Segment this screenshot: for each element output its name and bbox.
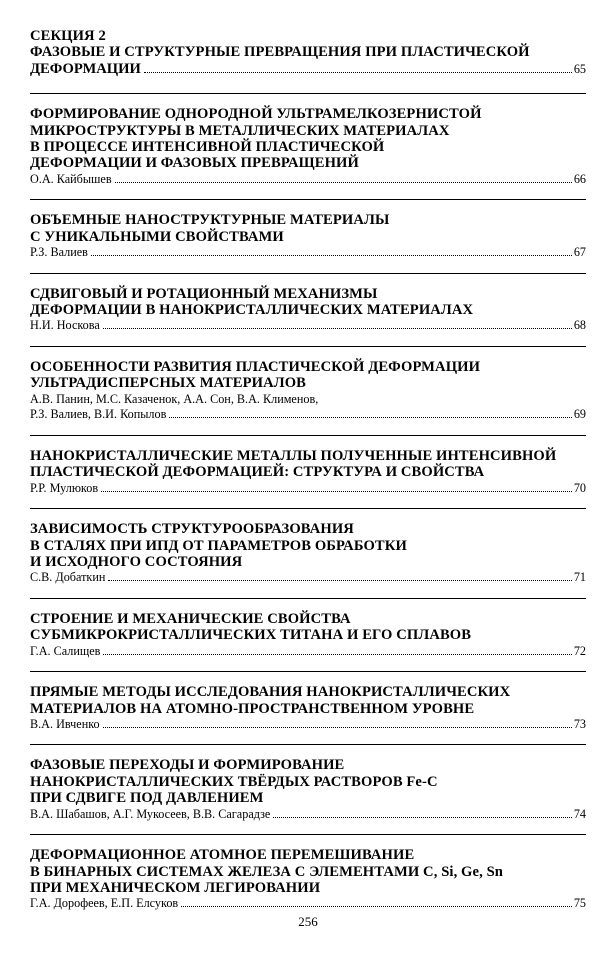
entry-authors: В.А. Шабашов, А.Г. Мукосеев, В.В. Сагарадзе — [30, 806, 271, 821]
entry-authors-row — [30, 245, 586, 261]
dot-leader — [103, 727, 572, 728]
entry-title-line: ОБЪЕМНЫЕ НАНОСТРУКТУРНЫЕ МАТЕРИАЛЫ — [30, 212, 390, 229]
page-reference: 66 — [573, 171, 586, 186]
entry-authors: Р.З. Валиев — [30, 245, 88, 260]
entry-authors-row — [30, 407, 586, 423]
entry-authors: Н.И. Носкова — [30, 318, 100, 333]
entry-title-line: МИКРОСТРУКТУРЫ В МЕТАЛЛИЧЕСКИХ МАТЕРИАЛАХ — [30, 122, 450, 139]
entry-title-line: СТРОЕНИЕ И МЕХАНИЧЕСКИЕ СВОЙСТВА — [30, 610, 351, 627]
page-reference: 71 — [573, 570, 586, 585]
page-reference: 69 — [573, 407, 586, 422]
entry-title-line: И ИСХОДНОГО СОСТОЯНИЯ — [30, 553, 243, 570]
entry-authors-row — [30, 570, 586, 586]
entry-authors-line: А.В. Панин, М.С. Казаченок, А.А. Сон, В.А. Клименов, — [30, 391, 319, 406]
entry-authors-row — [30, 896, 586, 912]
dot-leader — [144, 72, 572, 73]
dot-leader — [91, 255, 572, 256]
section-heading — [30, 28, 586, 77]
entry-title-line: ФАЗОВЫЕ ПЕРЕХОДЫ И ФОРМИРОВАНИЕ — [30, 757, 345, 774]
entry-title-line: ПЛАСТИЧЕСКОЙ ДЕФОРМАЦИЕЙ: СТРУКТУРА И СВОЙСТВА — [30, 464, 485, 481]
entry-authors: Р.З. Валиев, В.И. Копылов — [30, 407, 167, 422]
entry-title-line: ОСОБЕННОСТИ РАЗВИТИЯ ПЛАСТИЧЕСКОЙ ДЕФОРМАЦИИ — [30, 358, 481, 375]
page-reference: 74 — [573, 806, 586, 821]
entry-authors: С.В. Добаткин — [30, 570, 106, 585]
entry-authors-row — [30, 717, 586, 733]
page-reference: 75 — [573, 896, 586, 911]
entry-title-line: В БИНАРНЫХ СИСТЕМАХ ЖЕЛЕЗА С ЭЛЕМЕНТАМИ C, Si, Ge, Sn — [30, 863, 504, 880]
entry-title-line: ФОРМИРОВАНИЕ ОДНОРОДНОЙ УЛЬТРАМЕЛКОЗЕРНИСТОЙ — [30, 106, 482, 123]
toc-entry — [30, 834, 586, 912]
page-reference: 72 — [573, 643, 586, 658]
toc-entry — [30, 435, 586, 496]
entry-title-line: СУБМИКРОКРИСТАЛЛИЧЕСКИХ ТИТАНА И ЕГО СПЛАВОВ — [30, 627, 472, 644]
page-reference: 73 — [573, 716, 586, 731]
section-title-line: ФАЗОВЫЕ И СТРУКТУРНЫЕ ПРЕВРАЩЕНИЯ ПРИ ПЛАСТИЧЕСКОЙ — [30, 44, 530, 61]
section-label: СЕКЦИЯ 2 — [30, 28, 106, 44]
entry-title-line: МАТЕРИАЛОВ НА АТОМНО-ПРОСТРАНСТВЕННОМ УРОВНЕ — [30, 700, 475, 717]
entry-title-line: НАНОКРИСТАЛЛИЧЕСКИЕ МЕТАЛЛЫ ПОЛУЧЕННЫЕ ИНТЕНСИВНОЙ — [30, 447, 557, 464]
entry-title-line: НАНОКРИСТАЛЛИЧЕСКИХ ТВЁРДЫХ РАСТВОРОВ Fe-C — [30, 773, 438, 790]
toc-entry — [30, 744, 586, 822]
entry-authors-row — [30, 644, 586, 660]
section-title-text: ДЕФОРМАЦИИ — [30, 60, 141, 77]
toc-entry — [30, 93, 586, 187]
toc-entry — [30, 598, 586, 659]
entry-title-line: ДЕФОРМАЦИИ В НАНОКРИСТАЛЛИЧЕСКИХ МАТЕРИАЛАХ — [30, 302, 474, 319]
section-title-last-line — [30, 61, 586, 77]
dot-leader — [169, 417, 571, 418]
toc-entry — [30, 346, 586, 423]
page-number: 256 — [298, 914, 318, 929]
entry-title-line: УЛЬТРАДИСПЕРСНЫХ МАТЕРИАЛОВ — [30, 375, 307, 392]
dot-leader — [101, 491, 572, 492]
entry-authors: Г.А. Дорофеев, Е.П. Елсуков — [30, 896, 179, 911]
entry-authors-row — [30, 318, 586, 334]
entry-authors-row — [30, 172, 586, 188]
toc-entry — [30, 508, 586, 586]
dot-leader — [273, 817, 572, 818]
table-of-contents — [30, 28, 586, 924]
entries-list — [30, 93, 586, 912]
dot-leader — [181, 906, 572, 907]
entry-title-line: ПРИ СДВИГЕ ПОД ДАВЛЕНИЕМ — [30, 790, 264, 807]
entry-title-line: ДЕФОРМАЦИОННОЕ АТОМНОЕ ПЕРЕМЕШИВАНИЕ — [30, 847, 415, 864]
entry-authors: О.А. Кайбышев — [30, 171, 112, 186]
page-reference: 70 — [573, 480, 586, 495]
entry-title-line: ЗАВИСИМОСТЬ СТРУКТУРООБРАЗОВАНИЯ — [30, 521, 354, 538]
dot-leader — [108, 580, 571, 581]
entry-title-line: ДЕФОРМАЦИИ И ФАЗОВЫХ ПРЕВРАЩЕНИЙ — [30, 155, 359, 172]
page-reference: 65 — [573, 61, 586, 76]
entry-title-line: ПРЯМЫЕ МЕТОДЫ ИССЛЕДОВАНИЯ НАНОКРИСТАЛЛИЧЕСКИХ — [30, 684, 511, 701]
entry-title-line: ПРИ МЕХАНИЧЕСКОМ ЛЕГИРОВАНИИ — [30, 879, 321, 896]
dot-leader — [103, 654, 571, 655]
entry-authors: Г.А. Салищев — [30, 643, 101, 658]
entry-authors-row — [30, 481, 586, 497]
dot-leader — [115, 182, 572, 183]
entry-authors: В.А. Ивченко — [30, 716, 100, 731]
entry-title-line: С УНИКАЛЬНЫМИ СВОЙСТВАМИ — [30, 228, 284, 245]
toc-entry — [30, 199, 586, 260]
entry-authors: Р.Р. Мулюков — [30, 480, 99, 495]
entry-title-line: В ПРОЦЕССЕ ИНТЕНСИВНОЙ ПЛАСТИЧЕСКОЙ — [30, 139, 385, 156]
page-reference: 68 — [573, 318, 586, 333]
entry-title-line: СДВИГОВЫЙ И РОТАЦИОННЫЙ МЕХАНИЗМЫ — [30, 285, 378, 302]
entry-title-line: В СТАЛЯХ ПРИ ИПД ОТ ПАРАМЕТРОВ ОБРАБОТКИ — [30, 537, 407, 554]
dot-leader — [103, 328, 572, 329]
entry-authors-row — [30, 807, 586, 823]
toc-entry — [30, 671, 586, 732]
toc-entry — [30, 273, 586, 334]
page-reference: 67 — [573, 245, 586, 260]
